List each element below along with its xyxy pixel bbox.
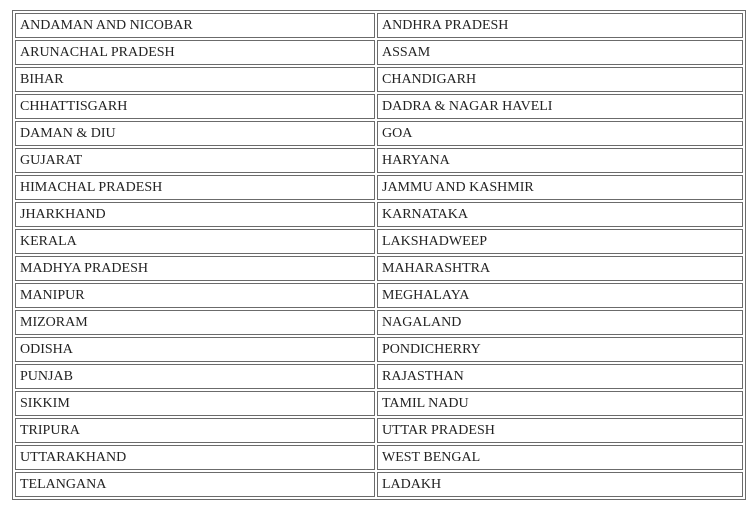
table-cell: DADRA & NAGAR HAVELI	[377, 94, 743, 119]
table-cell: TAMIL NADU	[377, 391, 743, 416]
table-cell: MAHARASHTRA	[377, 256, 743, 281]
table-row	[15, 148, 743, 173]
table-row	[15, 337, 743, 362]
table-cell: NAGALAND	[377, 310, 743, 335]
table-cell: TRIPURA	[15, 418, 375, 443]
table-cell: UTTARAKHAND	[15, 445, 375, 470]
table-cell: UTTAR PRADESH	[377, 418, 743, 443]
table-row	[15, 67, 743, 92]
table-row	[15, 202, 743, 227]
table-cell: MEGHALAYA	[377, 283, 743, 308]
table-cell: CHHATTISGARH	[15, 94, 375, 119]
table-cell: MADHYA PRADESH	[15, 256, 375, 281]
table-row	[15, 283, 743, 308]
table-cell: CHANDIGARH	[377, 67, 743, 92]
table-row	[15, 256, 743, 281]
table-cell: LAKSHADWEEP	[377, 229, 743, 254]
table-cell: BIHAR	[15, 67, 375, 92]
table-row	[15, 229, 743, 254]
table-cell: GOA	[377, 121, 743, 146]
table-cell: ARUNACHAL PRADESH	[15, 40, 375, 65]
table-cell: HIMACHAL PRADESH	[15, 175, 375, 200]
table-row	[15, 364, 743, 389]
table-cell: ODISHA	[15, 337, 375, 362]
states-table	[12, 10, 746, 500]
table-row	[15, 175, 743, 200]
table-cell: PONDICHERRY	[377, 337, 743, 362]
table-cell: ANDHRA PRADESH	[377, 13, 743, 38]
table-cell: RAJASTHAN	[377, 364, 743, 389]
table-cell: MIZORAM	[15, 310, 375, 335]
table-cell: TELANGANA	[15, 472, 375, 497]
table-cell: ANDAMAN AND NICOBAR	[15, 13, 375, 38]
table-cell: WEST BENGAL	[377, 445, 743, 470]
table-cell: DAMAN & DIU	[15, 121, 375, 146]
table-row	[15, 40, 743, 65]
table-cell: HARYANA	[377, 148, 743, 173]
table-row	[15, 391, 743, 416]
table-cell: ASSAM	[377, 40, 743, 65]
table-cell: LADAKH	[377, 472, 743, 497]
table-cell: JAMMU AND KASHMIR	[377, 175, 743, 200]
table-cell: PUNJAB	[15, 364, 375, 389]
states-table-container	[12, 10, 744, 500]
table-row	[15, 121, 743, 146]
table-row	[15, 13, 743, 38]
table-row	[15, 310, 743, 335]
table-cell: KERALA	[15, 229, 375, 254]
table-row	[15, 94, 743, 119]
table-cell: SIKKIM	[15, 391, 375, 416]
table-row	[15, 472, 743, 497]
table-cell: JHARKHAND	[15, 202, 375, 227]
table-row	[15, 445, 743, 470]
table-cell: KARNATAKA	[377, 202, 743, 227]
table-cell: MANIPUR	[15, 283, 375, 308]
table-cell: GUJARAT	[15, 148, 375, 173]
table-row	[15, 418, 743, 443]
